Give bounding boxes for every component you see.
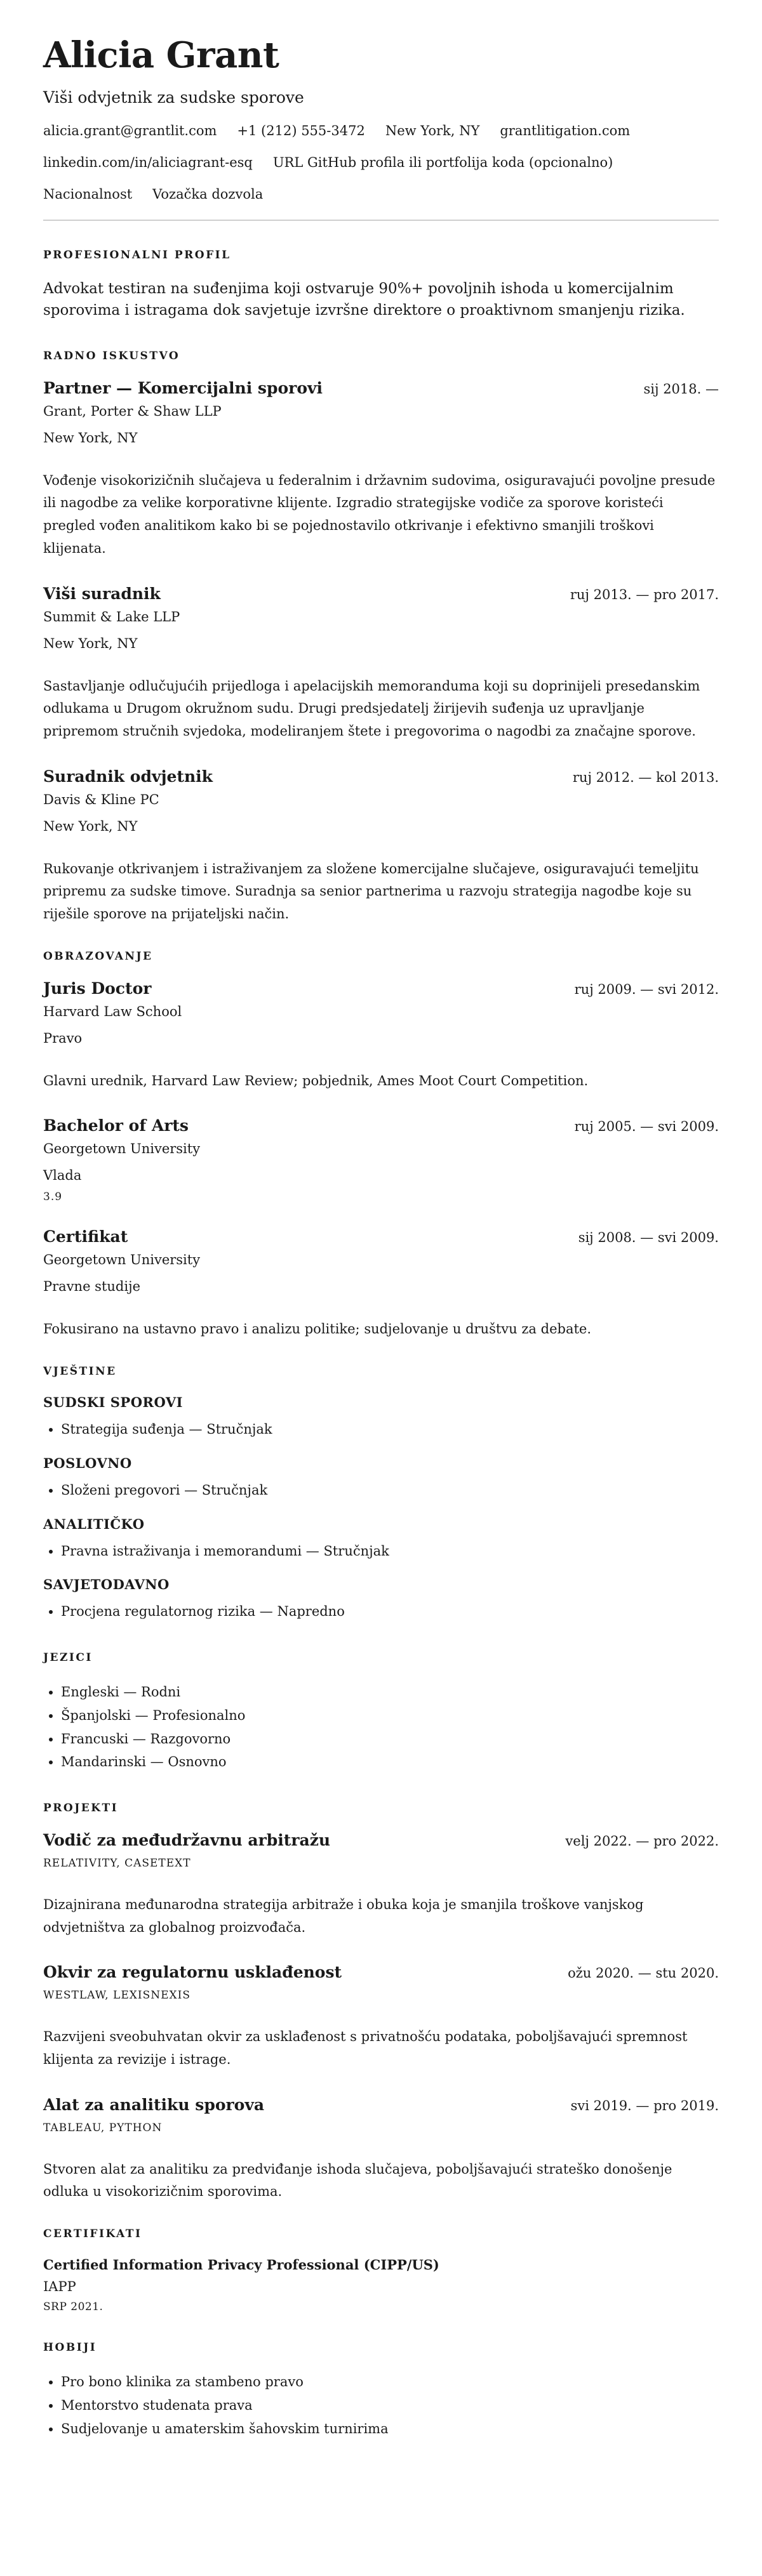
contact-location: New York, NY xyxy=(385,122,480,138)
certificates-section xyxy=(43,2228,719,2313)
education-description: Glavni urednik, Harvard Law Review; pobjednik, Ames Moot Court Competition. xyxy=(43,1073,589,1088)
skill-category: SUDSKI SPOROVI xyxy=(43,1394,183,1411)
certificate-date: SRP 2021. xyxy=(43,2301,104,2314)
job-location: New York, NY xyxy=(43,818,138,834)
resume-header xyxy=(43,34,719,202)
job-description: Rukovanje otkrivanjem i istraživanjem za složene komercijalne slučajeve, osiguravajući temeljitu pripremu za sudske timove. Suradnja sa senior partnerima u razvoju strategija nagodbe koje su riješile sporove na prijateljski način. xyxy=(43,861,699,921)
school-name: Georgetown University xyxy=(43,1141,201,1157)
education-dates: ruj 2009. — svi 2012. xyxy=(574,981,719,997)
gpa-value: 3.9 xyxy=(43,1191,63,1204)
skill-group xyxy=(43,1516,719,1563)
education-dates: sij 2008. — svi 2009. xyxy=(578,1230,719,1246)
experience-section xyxy=(43,350,719,926)
project-dates: svi 2019. — pro 2019. xyxy=(570,2097,719,2113)
field-of-study: Pravne studije xyxy=(43,1279,141,1295)
certificate-entry xyxy=(43,2257,719,2313)
project-description: Stvoren alat za analitiku za predviđanje ishoda slučajeva, poboljšavajući strateško donošenje odluka u visokorizičnim sporovima. xyxy=(43,2161,672,2200)
project-name: Alat za analitiku sporova xyxy=(43,2095,265,2114)
field-of-study: Vlada xyxy=(43,1168,82,1184)
hobby-item: • Mentorstvo studenata prava xyxy=(61,2394,719,2417)
skill-group xyxy=(43,1576,719,1623)
job-description: Vođenje visokorizičnih slučajeva u federalnim i državnim sudovima, osiguravajući povoljne presude ili nagodbe za velike korporativne klijente. Izgradio strategijske vodiče za sporove koristeći pregled vođen analitikom kako bi se pojednostavilo otkrivanje i efektivno smanjili troškovi klijenata. xyxy=(43,472,716,556)
contact-email[interactable]: alicia.grant@grantlit.com xyxy=(43,122,217,138)
skill-item: • Složeni pregovori — Stručnjak xyxy=(61,1479,719,1502)
projects-section xyxy=(43,1802,719,2203)
contact-nationality: Nacionalnost xyxy=(43,186,133,202)
project-entry xyxy=(43,2096,719,2203)
field-of-study: Pravo xyxy=(43,1030,83,1046)
project-description: Dizajnirana međunarodna strategija arbitraže i obuka koja je smanjila troškove vanjskog odvjetništva za globalnog proizvođača. xyxy=(43,1897,644,1935)
contact-website[interactable]: grantlitigation.com xyxy=(500,122,631,138)
school-name: Georgetown University xyxy=(43,1252,201,1268)
education-entry xyxy=(43,1116,719,1203)
degree-title: Certifikat xyxy=(43,1227,128,1246)
project-tech: TABLEAU, PYTHON xyxy=(43,2121,163,2134)
skill-item: • Strategija suđenja — Stručnjak xyxy=(61,1418,719,1441)
job-title: Partner — Komercijalni sporovi xyxy=(43,378,323,397)
skill-category: ANALITIČKO xyxy=(43,1516,145,1532)
section-title: VJEŠTINE xyxy=(43,1365,117,1378)
project-entry xyxy=(43,1831,719,1939)
contact-github[interactable]: URL GitHub profila ili portfolija koda (opcionalno) xyxy=(272,154,613,170)
skills-section xyxy=(43,1365,719,1623)
education-description: Fokusirano na ustavno pravo i analizu politike; sudjelovanje u društvu za debate. xyxy=(43,1321,591,1337)
skill-item: • Procjena regulatornog rizika — Napredno xyxy=(61,1600,719,1623)
contact-info xyxy=(43,123,719,202)
hobby-item: • Sudjelovanje u amaterskim šahovskim turnirima xyxy=(61,2417,719,2441)
education-entry xyxy=(43,1227,719,1341)
education-section xyxy=(43,950,719,1341)
experience-entry xyxy=(43,767,719,926)
job-company: Summit & Lake LLP xyxy=(43,609,180,624)
project-name: Vodič za međudržavnu arbitražu xyxy=(43,1831,331,1850)
job-dates: ruj 2012. — kol 2013. xyxy=(572,769,719,785)
project-dates: ožu 2020. — stu 2020. xyxy=(568,1965,719,1981)
candidate-name: Alicia Grant xyxy=(43,34,279,76)
job-location: New York, NY xyxy=(43,635,138,651)
hobby-item: • Pro bono klinika za stambeno pravo xyxy=(61,2370,719,2394)
job-location: New York, NY xyxy=(43,430,138,446)
profile-summary: Advokat testiran na suđenjima koji ostvaruje 90%+ povoljnih ishoda u komercijalnim sporovima i istragama dok savjetuje izvršne direktore o proaktivnom smanjenju rizika. xyxy=(43,280,685,319)
degree-title: Juris Doctor xyxy=(43,979,152,998)
skill-group xyxy=(43,1455,719,1502)
job-description: Sastavljanje odlučujućih prijedloga i apelacijskih memoranduma koji su doprinijeli presedanskim odlukama u Drugom okružnom sudu. Drugi predsjedatelj žirijevih suđenja uz upravljanje pripremom stručnih svjedoka, modeliranjem štete i pregovorima o nagodbi za značajne sporove. xyxy=(43,678,700,739)
job-title: Viši suradnik xyxy=(43,584,161,603)
job-dates: sij 2018. — xyxy=(643,381,719,397)
project-dates: velj 2022. — pro 2022. xyxy=(565,1833,719,1849)
header-divider xyxy=(43,220,719,221)
project-name: Okvir za regulatornu usklađenost xyxy=(43,1963,342,1982)
hobbies-section xyxy=(43,2341,719,2440)
contact-license: Vozačka dozvola xyxy=(152,186,264,202)
project-tech: RELATIVITY, CASETEXT xyxy=(43,1857,191,1870)
section-title: CERTIFIKATI xyxy=(43,2228,142,2241)
language-item: • Engleski — Rodni xyxy=(61,1681,719,1704)
section-title: OBRAZOVANJE xyxy=(43,949,153,963)
contact-linkedin[interactable]: linkedin.com/in/aliciagrant-esq xyxy=(43,154,253,170)
skill-category: SAVJETODAVNO xyxy=(43,1576,170,1593)
section-title: PROJEKTI xyxy=(43,1802,119,1815)
candidate-headline: Viši odvjetnik za sudske sporove xyxy=(43,88,304,107)
language-item: • Španjolski — Profesionalno xyxy=(61,1704,719,1727)
project-entry xyxy=(43,1963,719,2071)
language-item: • Mandarinski — Osnovno xyxy=(61,1750,719,1774)
job-company: Davis & Kline PC xyxy=(43,791,159,807)
certificate-name: Certified Information Privacy Professional (CIPP/US) xyxy=(43,2257,439,2273)
profile-section xyxy=(43,249,719,322)
experience-entry xyxy=(43,379,719,560)
job-company: Grant, Porter & Shaw LLP xyxy=(43,403,222,419)
skill-category: POSLOVNO xyxy=(43,1455,132,1471)
language-item: • Francuski — Razgovorno xyxy=(61,1727,719,1751)
school-name: Harvard Law School xyxy=(43,1003,182,1019)
experience-entry xyxy=(43,585,719,743)
education-entry xyxy=(43,979,719,1093)
job-dates: ruj 2013. — pro 2017. xyxy=(570,586,719,602)
degree-title: Bachelor of Arts xyxy=(43,1116,189,1135)
contact-phone[interactable]: +1 (212) 555-3472 xyxy=(237,122,365,138)
languages-section xyxy=(43,1651,719,1774)
education-dates: ruj 2005. — svi 2009. xyxy=(574,1119,719,1135)
certificate-issuer: IAPP xyxy=(43,2279,76,2295)
project-description: Razvijeni sveobuhvatan okvir za usklađenost s privatnošću podataka, poboljšavajući spremnost klijenta za revizije i istrage. xyxy=(43,2029,688,2068)
project-tech: WESTLAW, LEXISNEXIS xyxy=(43,1989,190,2002)
section-title: JEZICI xyxy=(43,1651,93,1665)
skill-group xyxy=(43,1394,719,1441)
section-title: RADNO ISKUSTVO xyxy=(43,349,180,362)
job-title: Suradnik odvjetnik xyxy=(43,767,213,786)
skill-item: • Pravna istraživanja i memorandumi — Stručnjak xyxy=(61,1540,719,1563)
section-title: HOBIJI xyxy=(43,2341,97,2355)
section-title: PROFESIONALNI PROFIL xyxy=(43,248,231,261)
